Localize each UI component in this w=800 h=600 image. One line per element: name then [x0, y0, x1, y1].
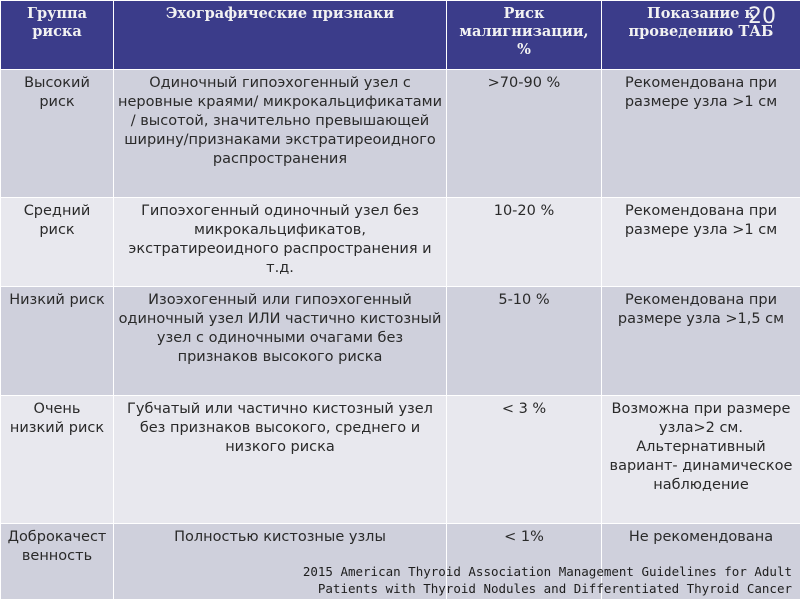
cell-risk: < 3 %: [447, 396, 602, 524]
table-row: [1, 396, 800, 524]
cell-risk: >70-90 %: [447, 70, 602, 198]
header-indication: Показание к проведению ТАБ: [602, 1, 800, 70]
cell-group: Доброкачественность: [1, 524, 114, 600]
table-header-row: [1, 1, 800, 70]
cell-risk: 10-20 %: [447, 198, 602, 287]
page-number: 20: [748, 4, 776, 29]
header-risk: Риск малигнизации, %: [447, 1, 602, 70]
cell-risk: < 1%: [447, 524, 602, 600]
table-row: [1, 287, 800, 396]
cell-signs: Губчатый или частично кистозный узел без признаков высокого, среднего и низкого риска: [114, 396, 447, 524]
citation: 2015 American Thyroid Association Management Guidelines for Adult Patients with Thyroid Nodules and Differentiated Thyroid Cancer: [302, 564, 792, 596]
cell-signs: Изоэхогенный или гипоэхогенный одиночный узел ИЛИ частично кистозный узел с одиночными очагами без признаков высокого риска: [114, 287, 447, 396]
cell-group: Высокий риск: [1, 70, 114, 198]
cell-signs: Гипоэхогенный одиночный узел без микрокальцификатов, экстратиреоидного распространения и т.д.: [114, 198, 447, 287]
cell-group: Средний риск: [1, 198, 114, 287]
cell-risk: 5-10 %: [447, 287, 602, 396]
cell-signs: Одиночный гипоэхогенный узел с неровные краями/ микрокальцификатами / высотой, значительно превышающей ширину/признаками экстратиреоидного распространения: [114, 70, 447, 198]
cell-indication: Рекомендована при размере узла >1 см: [602, 198, 800, 287]
cell-indication: Рекомендована при размере узла >1,5 см: [602, 287, 800, 396]
cell-group: Низкий риск: [1, 287, 114, 396]
cell-group: Очень низкий риск: [1, 396, 114, 524]
header-signs: Эхографические признаки: [114, 1, 447, 70]
cell-indication: Возможна при размере узла>2 см. Альтернативный вариант- динамическое наблюдение: [602, 396, 800, 524]
cell-signs: Полностью кистозные узлы: [114, 524, 447, 600]
table-row: [1, 198, 800, 287]
header-group: Группа риска: [1, 1, 114, 70]
table-row: [1, 70, 800, 198]
cell-indication: Рекомендована при размере узла >1 см: [602, 70, 800, 198]
cell-indication: Не рекомендована: [602, 524, 800, 600]
